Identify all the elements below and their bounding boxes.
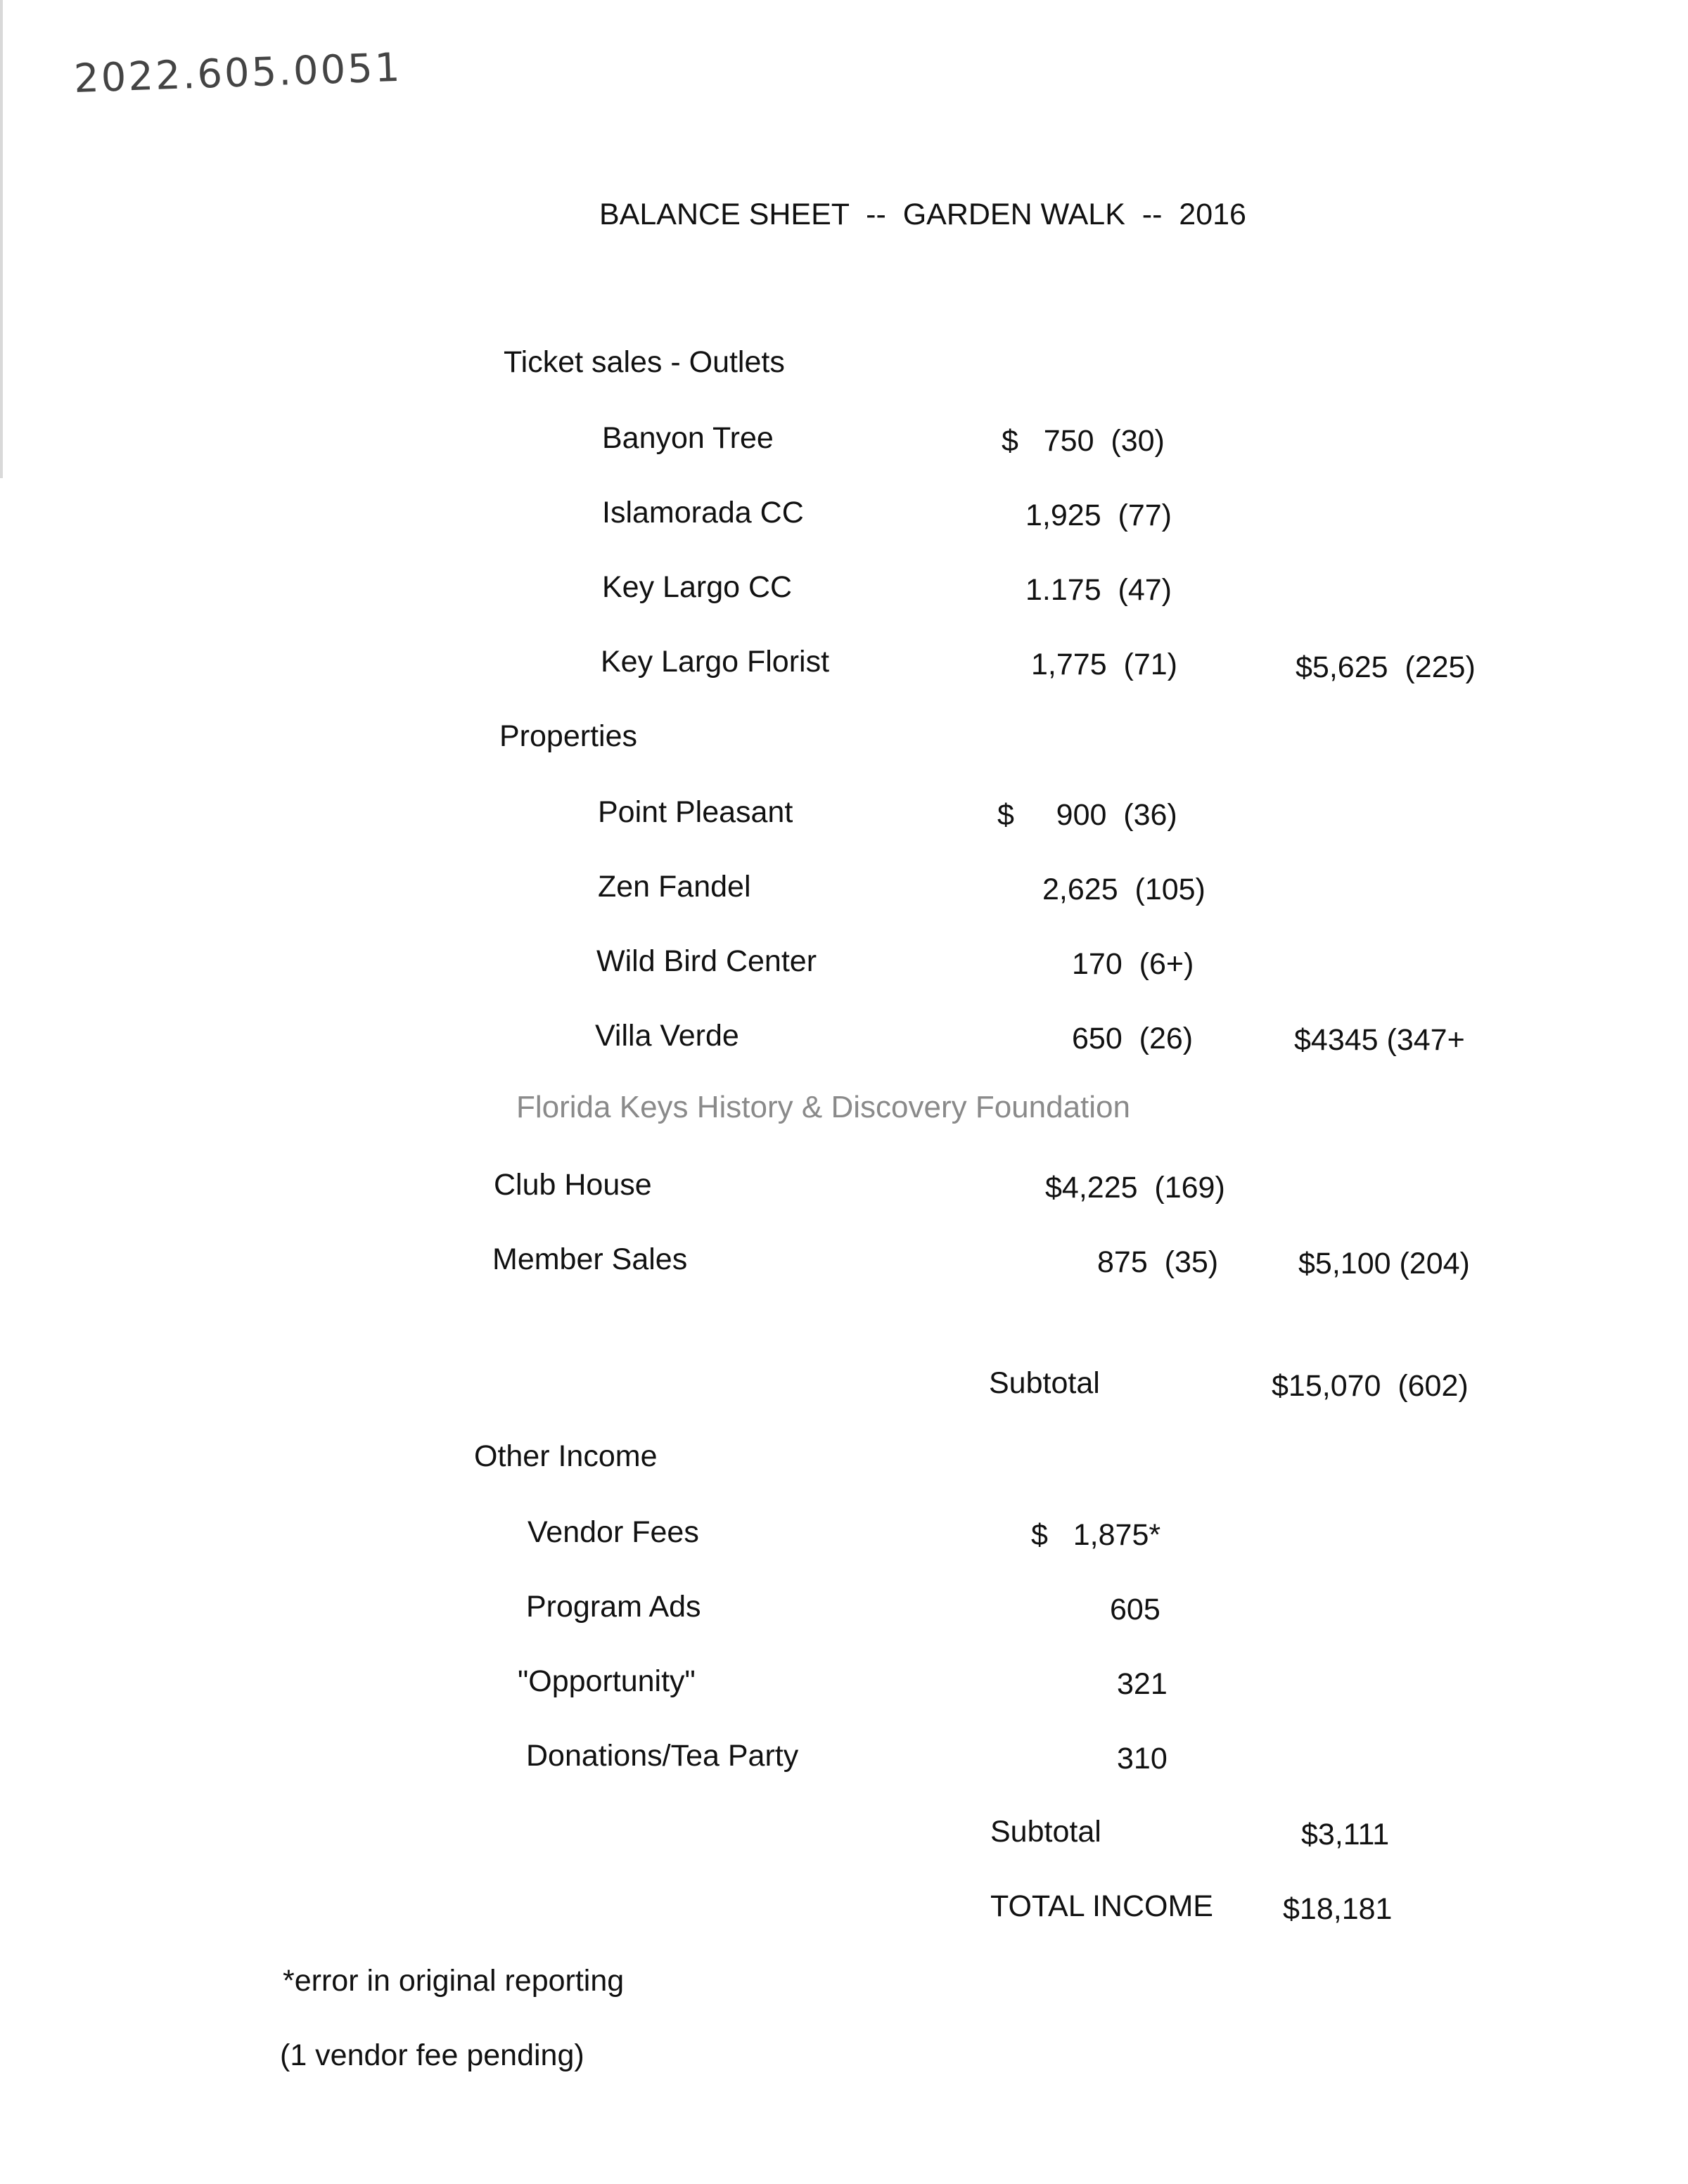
accession-number: 2022.605.0051 <box>73 44 403 102</box>
subtotal-value: $3,111 <box>1301 1818 1390 1851</box>
line-item-amount: 321 <box>1117 1667 1168 1701</box>
line-item-label: Vendor Fees <box>528 1515 699 1549</box>
footnote: *error in original reporting <box>283 1964 625 1998</box>
subtotal-label: Subtotal <box>990 1815 1101 1849</box>
total-income-label: TOTAL INCOME <box>990 1889 1213 1923</box>
line-item-label: Program Ads <box>526 1590 701 1624</box>
line-item-amount: $4,225 (169) <box>1045 1171 1225 1205</box>
line-item-label: Wild Bird Center <box>596 944 817 978</box>
line-item-label: Donations/Tea Party <box>526 1739 799 1773</box>
line-item-amount: 1,925 (77) <box>1025 499 1172 532</box>
line-item-amount: $ 1,875* <box>1031 1518 1161 1552</box>
line-item-amount: 1.175 (47) <box>1025 573 1172 607</box>
line-item-label: Zen Fandel <box>598 870 751 904</box>
line-item-label: Key Largo CC <box>602 570 793 604</box>
line-item-label: "Opportunity" <box>518 1664 696 1698</box>
page-title: BALANCE SHEET -- GARDEN WALK -- 2016 <box>599 198 1246 231</box>
line-item-amount: 2,625 (105) <box>1042 873 1206 906</box>
line-item-amount: $ 900 (36) <box>997 798 1177 832</box>
line-item-label: Member Sales <box>492 1242 688 1276</box>
line-item-amount: 650 (26) <box>1072 1022 1194 1055</box>
subtotal-label: Subtotal <box>989 1366 1100 1400</box>
section-total: $4345 (347+ <box>1294 1023 1465 1057</box>
scan-edge-shadow <box>0 0 3 478</box>
section-total: $5,100 (204) <box>1298 1247 1470 1280</box>
line-item-amount: 170 (6+) <box>1072 947 1194 981</box>
line-item-label: Club House <box>494 1168 652 1202</box>
line-item-label: Point Pleasant <box>598 795 793 829</box>
line-item-label: Villa Verde <box>595 1019 739 1053</box>
footnote: (1 vendor fee pending) <box>280 2038 584 2072</box>
section-heading-other-income: Other Income <box>474 1439 658 1473</box>
line-item-amount: 310 <box>1117 1742 1168 1775</box>
section-total: $5,625 (225) <box>1296 650 1476 684</box>
line-item-amount: 1,775 (71) <box>1031 648 1177 681</box>
line-item-label: Islamorada CC <box>602 496 804 529</box>
subtotal-value: $15,070 (602) <box>1272 1369 1469 1403</box>
line-item-label: Banyon Tree <box>602 421 774 455</box>
line-item-amount: $ 750 (30) <box>1002 424 1165 458</box>
line-item-label: Key Largo Florist <box>601 645 830 679</box>
watermark: Florida Keys History & Discovery Foundation <box>516 1090 1130 1124</box>
line-item-amount: 605 <box>1110 1593 1160 1626</box>
section-heading-ticket-sales: Ticket sales - Outlets <box>504 345 785 379</box>
section-heading-properties: Properties <box>499 719 637 753</box>
total-income-value: $18,181 <box>1283 1892 1393 1926</box>
line-item-amount: 875 (35) <box>1097 1245 1219 1279</box>
